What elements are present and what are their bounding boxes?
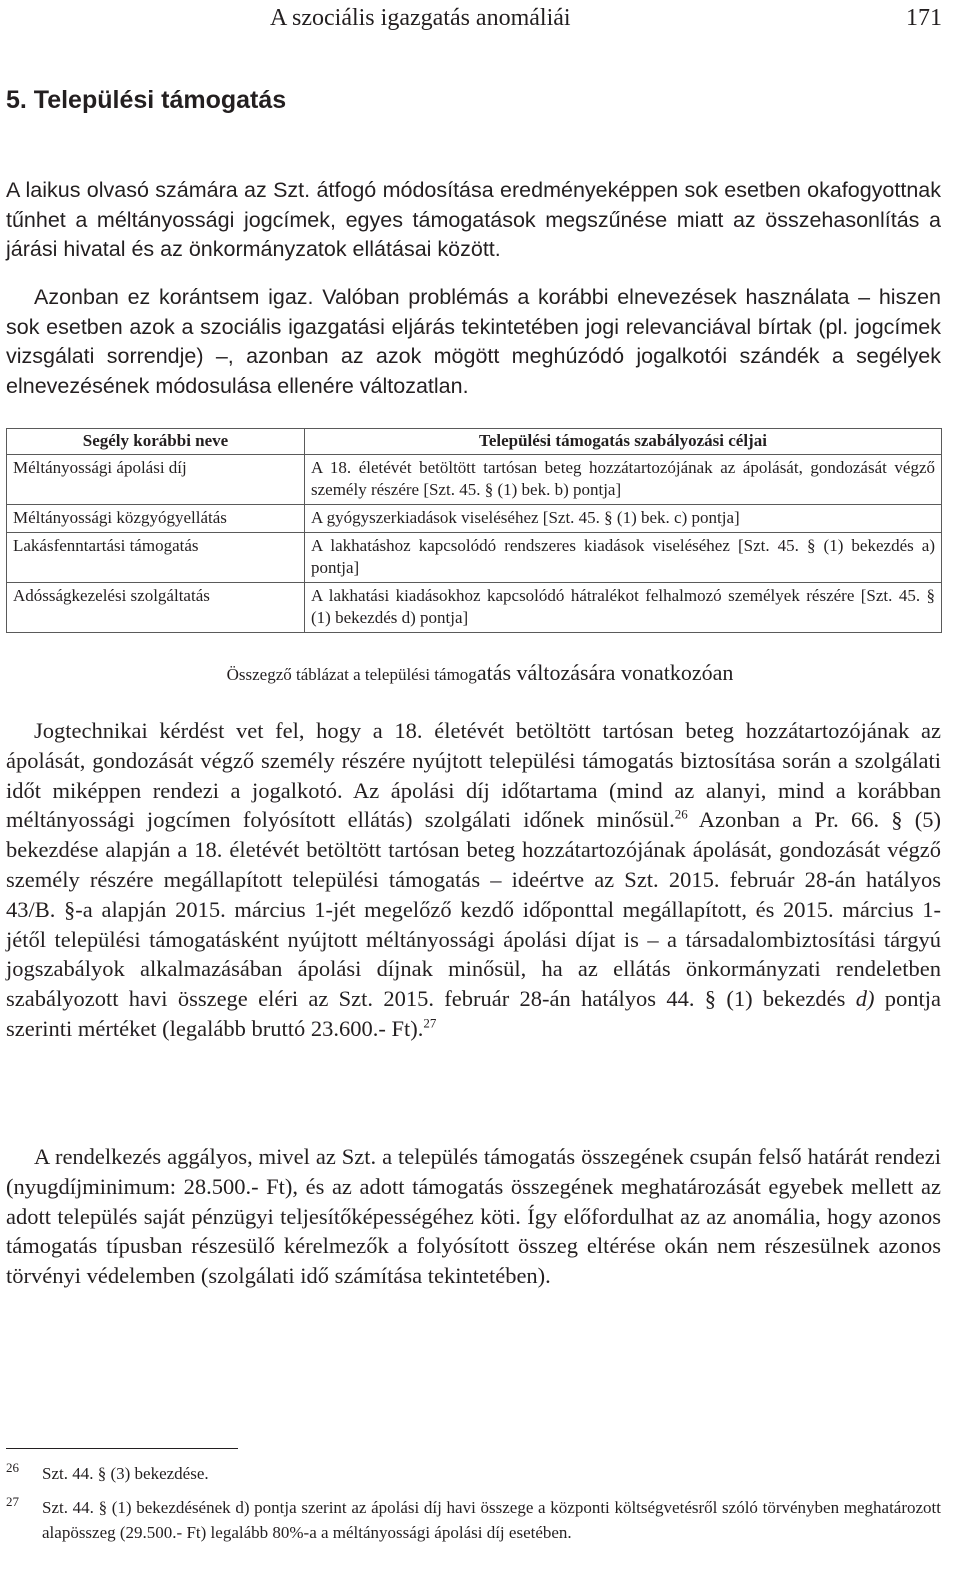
page-number: 171	[906, 5, 942, 31]
footnote-reference[interactable]: 26	[674, 806, 688, 822]
table-caption-part-1: Összegző táblázat a települési támog	[226, 665, 477, 684]
body-paragraph-4: A rendelkezés aggályos, mivel az Szt. a település támogatás összegének csupán felső határát rendezi (nyugdíjminimum: 28.500.- Ft), és az adott támogatás összegének meghatározását egyebek mellett az adott település saját pénzügyi teljesítőképességéhez köti. Így előfordulhat az az anomália, hogy azonos támogatás típusban részesülő kérelmezők a folyósított összeg eltérése okán nem részesülnek azonos törvényi védelemben (szolgálati idő számítása tekintetében).	[6, 1144, 941, 1289]
body-text: Jogtechnikai kérdést vet fel, hogy a 18. életévét betöltött tartósan beteg hozzátartozójának az ápolását, gondozását végző személy részére nyújtott települési támogatás biztosítása során a szolgálati időt miképpen rendezi a jogalkotó. Az ápolási díj időtartama (mind az alanyi, mind a korábban méltányossági jogcímen folyósított ellátás) szolgálati időnek minősül.	[6, 718, 941, 833]
table-row	[7, 583, 942, 633]
table-row	[7, 455, 942, 505]
summary-table	[6, 428, 942, 633]
table-cell-regulatory-goal: A lakhatási kiadásokhoz kapcsolódó hátralékot felhalmozó személyek részére [Szt. 45. § (1) bekezdés d) pontja]	[305, 583, 942, 633]
footnote-26	[6, 1462, 941, 1487]
table-cell-previous-name: Adósságkezelési szolgáltatás	[7, 583, 305, 633]
intro-paragraph-2: Azonban ez korántsem igaz. Valóban problémás a korábbi elnevezések használata – hiszen sok esetben azok a szociális igazgatási eljárás tekintetében jogi relevanciával bírtak (pl. jogcímek vizsgálati sorrendje) –, azonban az azok mögött meghúzódó jogalkotói szándék a segélyek elnevezésének módosulása ellenére változatlan.	[6, 285, 941, 399]
body-text: pontja szerinti mértéket (legalább bruttó 23.600.- Ft).	[6, 986, 941, 1041]
table-cell-previous-name: Méltányossági közgyógyellátás	[7, 505, 305, 533]
body-text: Azonban a Pr. 66. § (5) bekezdése alapján a 18. életévét betöltött tartósan beteg hozzátartozójának ápolását, gondozását végző személy részére megállapított települési támogatás – ideértve az Szt. 2015. február 28-án hatályos 43/B. §-a alapján 2015. március 1-jét megelőző kezdő időponttal megállapított, és 2015. március 1-jétől települési támogatásként nyújtott méltányossági ápolási díjat is – a társadalombiztosítási tárgyú jogszabályok alkalmazásában ápolási díjnak minősül, ha az ellátás önkormányzati rendeletben szabályozott havi összege eléri az Szt. 2015. február 28-án hatályos 44. § (1) bekezdés	[6, 807, 942, 1012]
footnote-text: Szt. 44. § (3) bekezdése.	[42, 1464, 209, 1483]
footnote-27	[6, 1496, 941, 1545]
intro-paragraph-1: A laikus olvasó számára az Szt. átfogó módosítása eredményeképpen sok esetben okafogyottnak tűnhet a méltányossági jogcímek, egyes támogatások megszűnése miatt az összehasonlítás a járási hivatal és az önkormányzatok ellátásai között.	[6, 178, 941, 262]
table-caption	[0, 660, 960, 688]
table-cell-previous-name: Lakásfenntartási támogatás	[7, 533, 305, 583]
table-cell-regulatory-goal: A lakhatáshoz kapcsolódó rendszeres kiadások viseléséhez [Szt. 45. § (1) bekezdés a) pontja]	[305, 533, 942, 583]
table-header-cell: Települési támogatás szabályozási céljai	[305, 429, 942, 455]
table-cell-previous-name: Méltányossági ápolási díj	[7, 455, 305, 505]
footnote-number: 27	[6, 1494, 19, 1509]
running-head	[0, 2, 960, 34]
table-caption-part-2: atás változására vonatkozóan	[476, 660, 734, 685]
footnote-divider	[6, 1448, 238, 1449]
table-row	[7, 505, 942, 533]
body-paragraph-3	[6, 716, 941, 1044]
table-row	[7, 533, 942, 583]
table-cell-regulatory-goal: A 18. életévét betöltött tartósan beteg hozzátartozójának az ápolását, gondozását végző személy részére [Szt. 45. § (1) bek. b) pontja]	[305, 455, 942, 505]
footnote-text: Szt. 44. § (1) bekezdésének d) pontja szerint az ápolási díj havi összege a központi költségvetésről szóló törvényben meghatározott alapösszeg (29.500.- Ft) legalább 80%-a a méltányossági ápolási díj esetében.	[42, 1498, 941, 1542]
table-header-row	[7, 429, 942, 455]
footnote-reference[interactable]: 27	[423, 1015, 437, 1031]
running-head-title: A szociális igazgatás anomáliái	[270, 5, 571, 31]
body-italic-text: d)	[855, 986, 875, 1012]
table-cell-regulatory-goal: A gyógyszerkiadások viseléséhez [Szt. 45. § (1) bek. c) pontja]	[305, 505, 942, 533]
table-header-cell: Segély korábbi neve	[7, 429, 305, 455]
section-heading: 5. Települési támogatás	[6, 86, 287, 114]
footnote-number: 26	[6, 1460, 19, 1475]
